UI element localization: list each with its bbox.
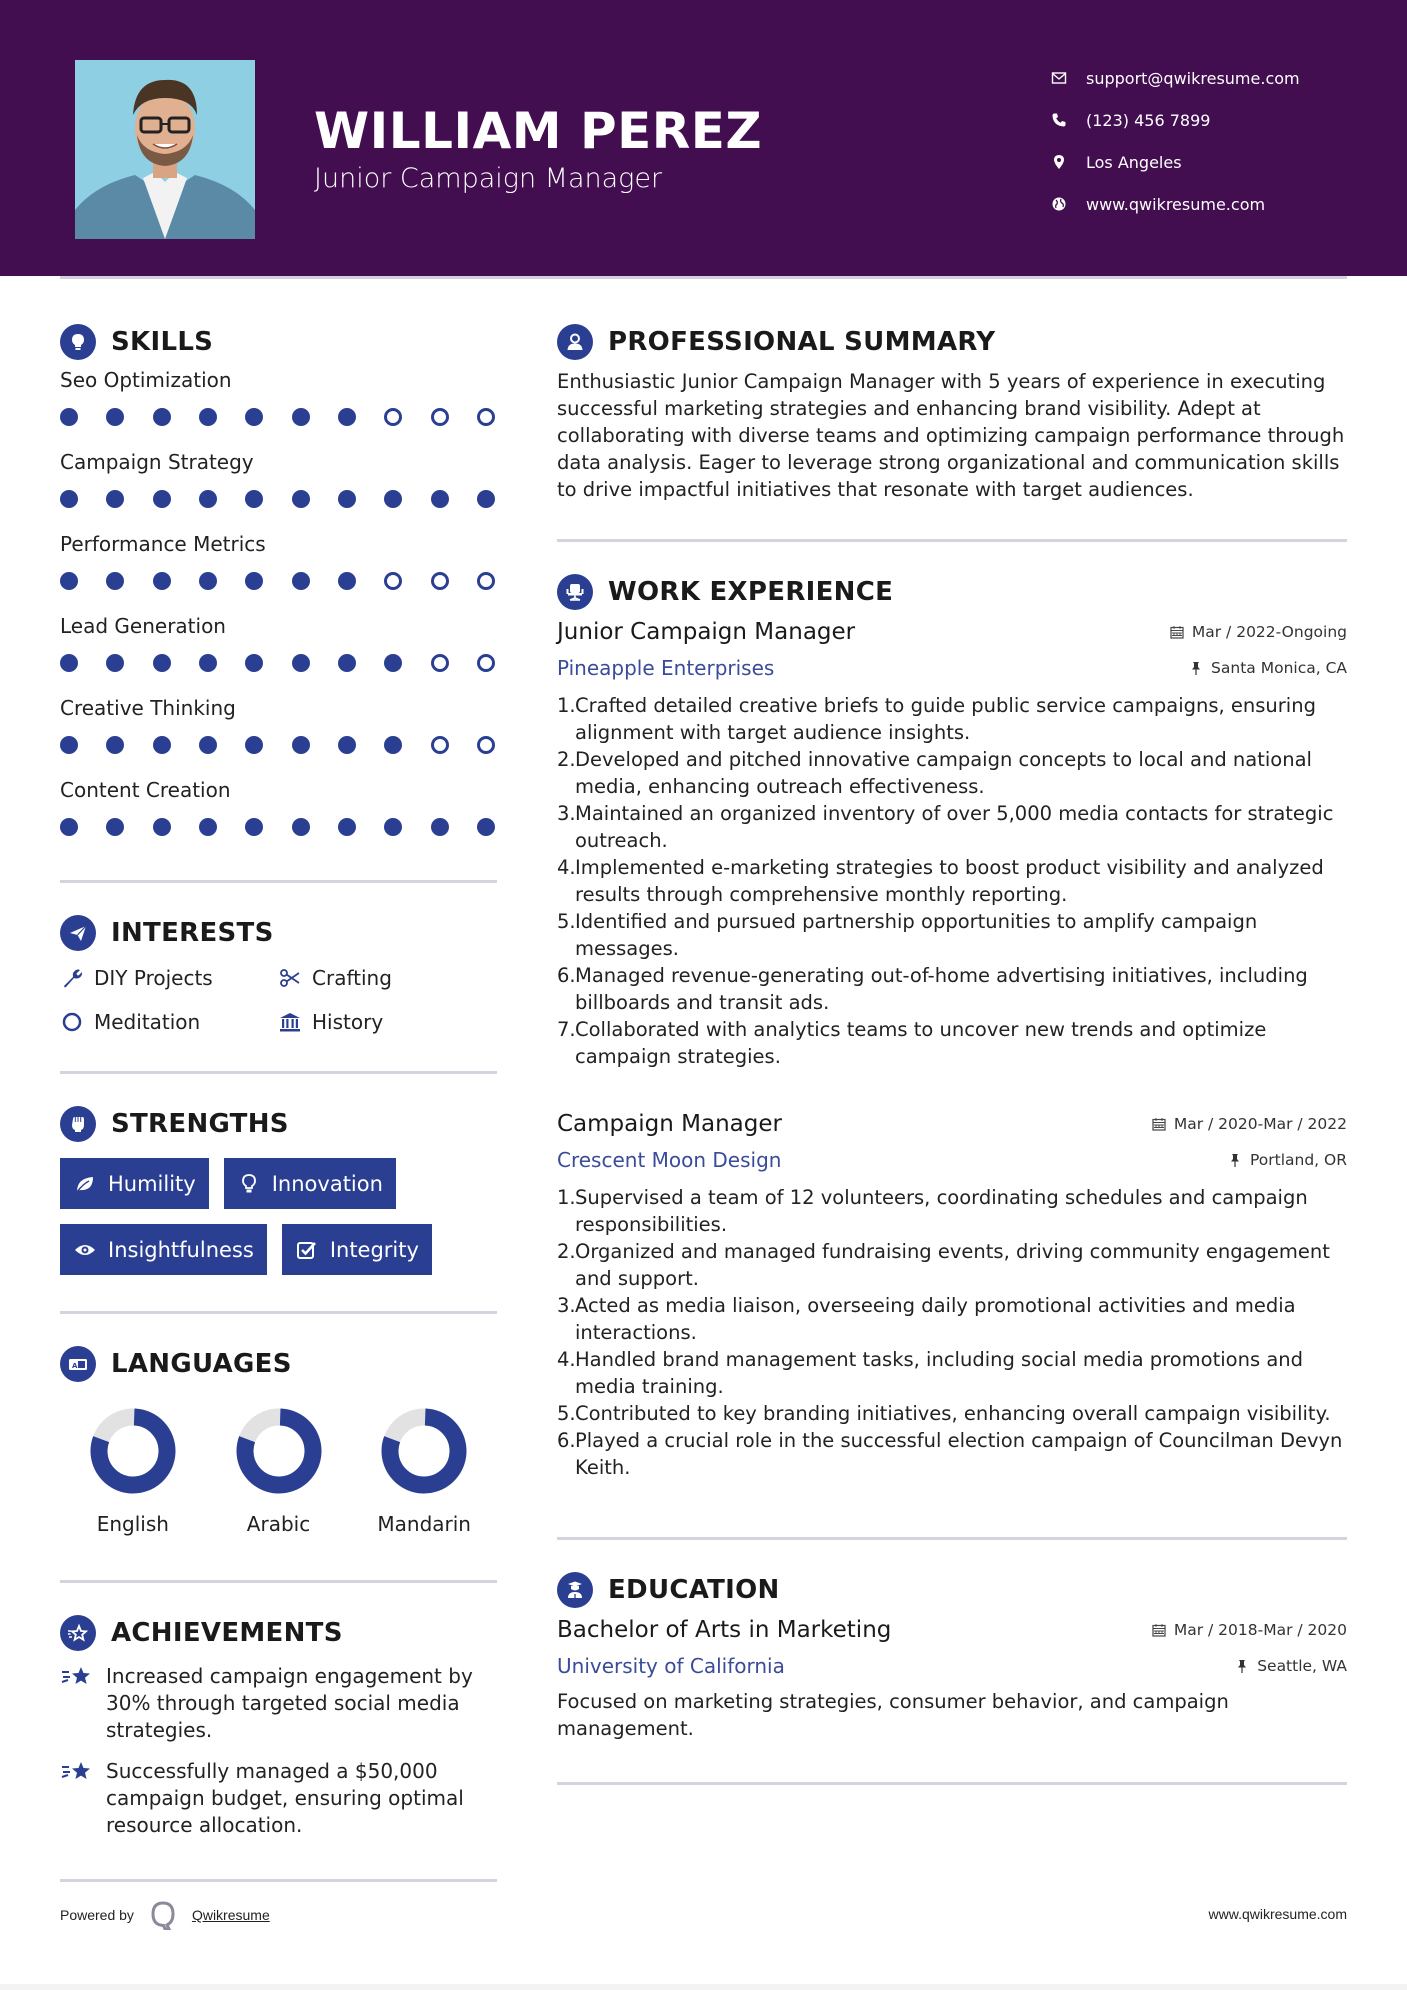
language-donut-chart [381, 1408, 467, 1494]
rating-dot-filled [338, 818, 356, 836]
rating-dot-empty [431, 736, 449, 754]
education-location [1235, 1657, 1347, 1675]
job-bullet [557, 1346, 1347, 1400]
job-bullet [557, 908, 1347, 962]
bullet-number: 4. [557, 856, 576, 879]
rating-dot-filled [384, 490, 402, 508]
job-bullet [557, 800, 1347, 854]
rating-dot-empty [431, 572, 449, 590]
interest-item [278, 1007, 496, 1037]
section-divider [557, 1537, 1347, 1540]
skill-name: Seo Optimization [60, 368, 232, 392]
calendar-icon [1152, 1117, 1166, 1131]
qwikresume-link[interactable]: Qwikresume [191, 1907, 270, 1923]
bullet-text: Collaborated with analytics teams to uncover new trends and optimize campaign strategies. [575, 1018, 1267, 1068]
pushpin-icon [1235, 1659, 1249, 1673]
bullet-text: Supervised a team of 12 volunteers, coordinating schedules and campaign responsibilities. [575, 1186, 1308, 1236]
pushpin-icon [1228, 1153, 1242, 1167]
school-name: University of California [557, 1654, 785, 1678]
achievement-item [60, 1758, 497, 1839]
museum-icon [278, 1010, 302, 1034]
summary-section [557, 322, 1347, 542]
globe-icon [1050, 195, 1068, 213]
language-name: Arabic [246, 1512, 311, 1536]
checkbox-icon [294, 1239, 320, 1261]
education-location-text: Seattle, WA [1257, 1657, 1347, 1675]
bullet-text: Crafted detailed creative briefs to guide public service campaigns, ensuring alignment with target audience insights. [575, 694, 1316, 744]
rating-dot-filled [338, 572, 356, 590]
rating-dot-filled [106, 736, 124, 754]
language-item [206, 1408, 352, 1536]
section-divider [60, 1071, 497, 1074]
degree-title: Bachelor of Arts in Marketing [557, 1617, 892, 1643]
powered-by-text: Powered by [60, 1907, 134, 1923]
rating-dot-filled [292, 408, 310, 426]
rating-dot-filled [153, 490, 171, 508]
interest-label: History [312, 1010, 384, 1034]
job-location-text: Santa Monica, CA [1211, 659, 1347, 677]
bullet-number: 6. [557, 1429, 576, 1452]
bullet-text: Organized and managed fundraising events, driving community engagement and support. [575, 1240, 1330, 1290]
contact-website-text: www.qwikresume.com [1086, 194, 1266, 214]
rating-dot-filled [245, 818, 263, 836]
job-company: Pineapple Enterprises [557, 656, 775, 680]
job-bullet [557, 854, 1347, 908]
job-bullet [557, 1016, 1347, 1070]
rating-dot-filled [153, 736, 171, 754]
job-location [1189, 659, 1347, 677]
languages-heading: LANGUAGES [111, 1349, 292, 1379]
graduate-icon [557, 1572, 593, 1608]
job-dates [1152, 1115, 1347, 1133]
rating-dot-filled [338, 736, 356, 754]
achievements-section [60, 1613, 497, 1882]
languages-section [60, 1344, 497, 1583]
bullet-number: 3. [557, 802, 576, 825]
interest-label: Meditation [94, 1010, 201, 1034]
rating-dot-filled [245, 572, 263, 590]
rating-dot-filled [153, 408, 171, 426]
job-location [1228, 1151, 1347, 1169]
experience-heading: WORK EXPERIENCE [608, 577, 894, 607]
bullet-number: 1. [557, 694, 576, 717]
strength-tag [60, 1224, 267, 1275]
pushpin-icon [1189, 661, 1203, 675]
bullet-text: Played a crucial role in the successful election campaign of Councilman Devyn Keith. [575, 1429, 1343, 1479]
job-bullets [557, 1184, 1347, 1481]
language-donut-chart [236, 1408, 322, 1494]
header-divider [60, 276, 1347, 279]
rating-dot-filled [106, 654, 124, 672]
bullet-number: 4. [557, 1348, 576, 1371]
achievements-heading: ACHIEVEMENTS [111, 1618, 343, 1648]
skill-rating [60, 642, 497, 684]
rating-dot-filled [338, 490, 356, 508]
rating-dot-filled [384, 736, 402, 754]
rating-dot-filled [245, 654, 263, 672]
skill-item [60, 774, 497, 848]
job-dates-text: Mar / 2022-Ongoing [1191, 623, 1347, 641]
bullet-number: 6. [557, 964, 576, 987]
achievement-text: Successfully managed a $50,000 campaign budget, ensuring optimal resource allocation. [106, 1759, 464, 1837]
rating-dot-filled [153, 654, 171, 672]
rating-dot-filled [477, 490, 495, 508]
rating-dot-filled [384, 654, 402, 672]
qwikresume-logo-icon [148, 1900, 178, 1930]
rating-dot-filled [199, 572, 217, 590]
rating-dot-filled [106, 818, 124, 836]
phone-icon [1050, 111, 1068, 129]
star-badge-icon [60, 1615, 96, 1651]
lightbulb-icon [236, 1173, 262, 1195]
rating-dot-empty [384, 408, 402, 426]
skill-item [60, 692, 497, 766]
interest-label: DIY Projects [94, 966, 213, 990]
footer-powered-by [60, 1900, 270, 1930]
job-dates [1170, 623, 1347, 641]
bullet-text: Maintained an organized inventory of over 5,000 media contacts for strategic outreach. [575, 802, 1334, 852]
contact-list [1050, 57, 1300, 225]
eye-icon [72, 1239, 98, 1261]
rating-dot-filled [245, 490, 263, 508]
contact-location [1050, 141, 1300, 183]
skill-rating [60, 806, 497, 848]
rating-dot-filled [60, 572, 78, 590]
strengths-heading: STRENGTHS [111, 1109, 289, 1139]
lightbulb-icon [60, 324, 96, 360]
interest-item [60, 1007, 278, 1037]
profile-photo-image [75, 60, 255, 239]
strength-label: Innovation [271, 1171, 383, 1196]
bullet-text: Contributed to key branding initiatives, enhancing overall campaign visibility. [575, 1402, 1331, 1425]
rating-dot-filled [292, 572, 310, 590]
job-bullet [557, 1292, 1347, 1346]
bullet-number: 1. [557, 1186, 576, 1209]
page-bottom-edge [0, 1984, 1407, 1990]
paper-plane-icon [60, 915, 96, 951]
rating-dot-filled [199, 490, 217, 508]
section-divider [557, 1782, 1347, 1785]
bullet-text: Acted as media liaison, overseeing daily promotional activities and media interactions. [575, 1294, 1296, 1344]
education-dates-text: Mar / 2018-Mar / 2020 [1173, 1621, 1347, 1639]
job-entry [557, 1106, 1347, 1481]
skill-name: Campaign Strategy [60, 450, 254, 474]
right-column [557, 322, 1347, 1785]
job-bullet [557, 746, 1347, 800]
strength-tag [60, 1158, 209, 1209]
job-bullets [557, 692, 1347, 1070]
rating-dot-filled [153, 572, 171, 590]
footer-website[interactable]: www.qwikresume.com [1208, 1906, 1347, 1922]
skill-rating [60, 560, 497, 602]
bullet-number: 2. [557, 748, 576, 771]
rating-dot-empty [477, 408, 495, 426]
rating-dot-filled [60, 654, 78, 672]
job-location-text: Portland, OR [1249, 1151, 1347, 1169]
section-divider [60, 1879, 497, 1882]
job-title: Campaign Manager [557, 1111, 782, 1137]
rating-dot-filled [60, 408, 78, 426]
contact-website[interactable] [1050, 183, 1300, 225]
section-divider [60, 880, 497, 883]
education-description: Focused on marketing strategies, consumer behavior, and campaign management. [557, 1690, 1229, 1740]
skill-rating [60, 724, 497, 766]
language-donut-chart [90, 1408, 176, 1494]
bullet-number: 5. [557, 910, 576, 933]
interest-label: Crafting [312, 966, 392, 990]
bullet-number: 3. [557, 1294, 576, 1317]
rating-dot-filled [199, 408, 217, 426]
rating-dot-empty [477, 736, 495, 754]
interests-section [60, 913, 497, 1074]
rating-dot-filled [477, 818, 495, 836]
strength-tag [282, 1224, 432, 1275]
job-company: Crescent Moon Design [557, 1148, 782, 1172]
rating-dot-filled [292, 654, 310, 672]
section-divider [557, 539, 1347, 542]
rating-dot-filled [245, 408, 263, 426]
fist-icon [60, 1106, 96, 1142]
strength-label: Insightfulness [108, 1237, 254, 1262]
contact-phone[interactable] [1050, 99, 1300, 141]
shooting-star-icon [60, 1663, 94, 1691]
rating-dot-empty [384, 572, 402, 590]
rating-dot-filled [60, 736, 78, 754]
circle-icon [60, 1010, 84, 1034]
profile-photo [75, 60, 255, 239]
skill-name: Performance Metrics [60, 532, 266, 556]
shooting-star-icon [60, 1758, 94, 1786]
user-icon [557, 324, 593, 360]
rating-dot-filled [106, 490, 124, 508]
leaf-icon [72, 1173, 98, 1195]
skill-name: Lead Generation [60, 614, 226, 638]
strength-label: Humility [108, 1171, 196, 1196]
summary-text: Enthusiastic Junior Campaign Manager with 5 years of experience in executing successful marketing strategies and enhancing brand visibility. Adept at collaborating with diverse teams and optimizing campaign performance through data analysis. Eager to leverage strong organizational and communication skills to drive impactful initiatives that resonate with target audiences. [557, 370, 1345, 501]
skill-name: Creative Thinking [60, 696, 236, 720]
skill-item [60, 364, 497, 438]
education-section [557, 1537, 1347, 1785]
job-bullet [557, 962, 1347, 1016]
skill-rating [60, 396, 497, 438]
bullet-text: Identified and pursued partnership opportunities to amplify campaign messages. [575, 910, 1258, 960]
experience-section [557, 572, 1347, 1481]
strengths-section [60, 1104, 497, 1314]
rating-dot-empty [477, 572, 495, 590]
section-divider [60, 1580, 497, 1583]
candidate-title: Junior Campaign Manager [314, 163, 663, 194]
translate-icon [60, 1346, 96, 1382]
contact-phone-text: (123) 456 7899 [1086, 110, 1211, 130]
interest-item [60, 963, 278, 993]
contact-email[interactable] [1050, 57, 1300, 99]
job-dates-text: Mar / 2020-Mar / 2022 [1173, 1115, 1347, 1133]
job-bullet [557, 1400, 1347, 1427]
rating-dot-filled [106, 572, 124, 590]
bullet-text: Managed revenue-generating out-of-home advertising initiatives, including billboards and transit ads. [575, 964, 1308, 1014]
calendar-icon [1170, 625, 1184, 639]
calendar-icon [1152, 1623, 1166, 1637]
job-entry [557, 614, 1347, 1070]
rating-dot-filled [338, 654, 356, 672]
rating-dot-filled [153, 818, 171, 836]
job-bullet [557, 1238, 1347, 1292]
resume-header [0, 0, 1407, 276]
section-divider [60, 1311, 497, 1314]
rating-dot-filled [106, 408, 124, 426]
strength-tag [224, 1158, 396, 1209]
rating-dot-filled [199, 654, 217, 672]
job-title: Junior Campaign Manager [557, 619, 856, 645]
bullet-text: Handled brand management tasks, including social media promotions and media training. [575, 1348, 1304, 1398]
scissors-icon [278, 966, 302, 990]
education-dates [1152, 1621, 1347, 1639]
rating-dot-filled [60, 490, 78, 508]
skill-name: Content Creation [60, 778, 231, 802]
office-chair-icon [557, 574, 593, 610]
rating-dot-filled [199, 818, 217, 836]
rating-dot-empty [477, 654, 495, 672]
skill-item [60, 528, 497, 602]
rating-dot-filled [292, 736, 310, 754]
education-heading: EDUCATION [608, 1575, 780, 1605]
job-bullet [557, 1184, 1347, 1238]
language-name: English [96, 1512, 169, 1536]
achievement-item [60, 1663, 497, 1744]
rating-dot-empty [431, 408, 449, 426]
rating-dot-filled [431, 818, 449, 836]
rating-dot-filled [338, 408, 356, 426]
skill-item [60, 446, 497, 520]
rating-dot-filled [245, 736, 263, 754]
bullet-number: 2. [557, 1240, 576, 1263]
rating-dot-filled [292, 490, 310, 508]
skill-item [60, 610, 497, 684]
rating-dot-filled [199, 736, 217, 754]
svg-text:A: A [72, 1362, 78, 1370]
skills-section [60, 322, 497, 883]
bullet-text: Developed and pitched innovative campaign concepts to local and national media, enhancing outreach effectiveness. [575, 748, 1312, 798]
strength-label: Integrity [329, 1237, 419, 1262]
contact-location-text: Los Angeles [1086, 152, 1182, 172]
language-name: Mandarin [377, 1512, 471, 1536]
contact-email-text: support@qwikresume.com [1086, 68, 1300, 88]
bullet-number: 5. [557, 1402, 576, 1425]
candidate-name: WILLIAM PEREZ [314, 102, 763, 160]
wrench-icon [60, 966, 84, 990]
summary-heading: PROFESSIONAL SUMMARY [608, 327, 996, 357]
achievement-text: Increased campaign engagement by 30% through targeted social media strategies. [106, 1664, 473, 1742]
map-pin-icon [1050, 153, 1068, 171]
skill-rating [60, 478, 497, 520]
interest-item [278, 963, 496, 993]
rating-dot-filled [292, 818, 310, 836]
skills-heading: SKILLS [111, 327, 214, 357]
envelope-icon [1050, 69, 1068, 87]
rating-dot-filled [60, 818, 78, 836]
interests-heading: INTERESTS [111, 918, 274, 948]
language-item [351, 1408, 497, 1536]
bullet-text: Implemented e-marketing strategies to boost product visibility and analyzed results through comprehensive monthly reporting. [575, 856, 1324, 906]
rating-dot-filled [384, 818, 402, 836]
job-bullet [557, 1427, 1347, 1481]
language-item [60, 1408, 206, 1536]
rating-dot-empty [431, 654, 449, 672]
left-column [60, 322, 497, 1882]
bullet-number: 7. [557, 1018, 576, 1041]
rating-dot-filled [431, 490, 449, 508]
job-bullet [557, 692, 1347, 746]
